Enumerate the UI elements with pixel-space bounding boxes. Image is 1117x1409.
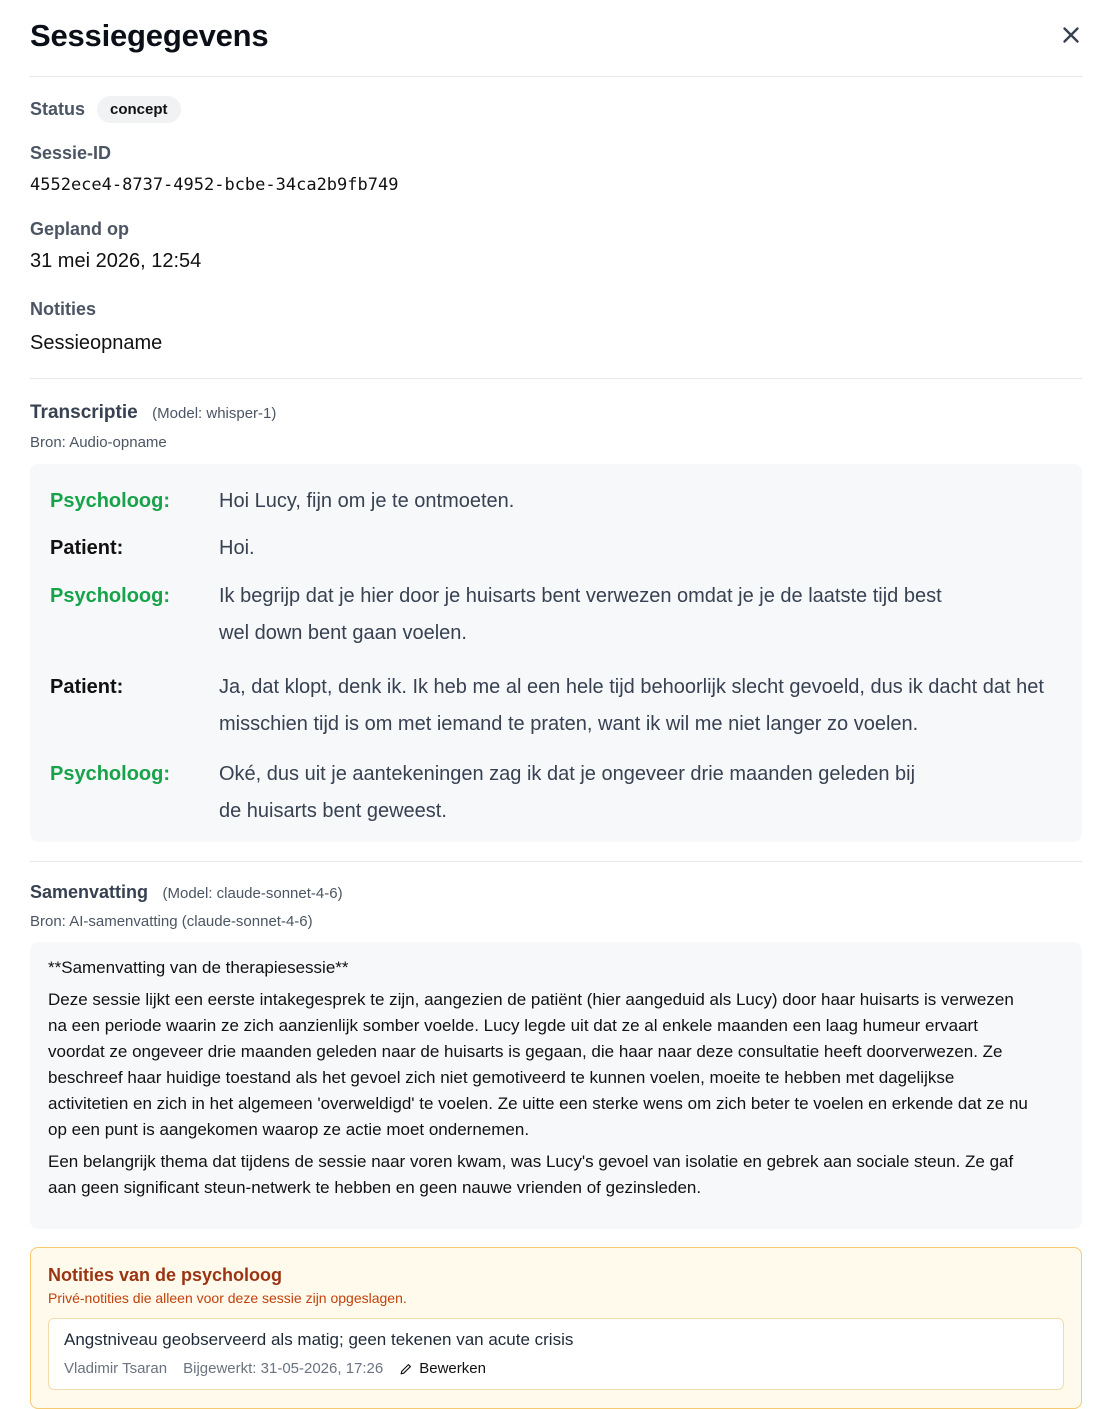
note-card [48, 1318, 1064, 1390]
close-button[interactable] [1058, 22, 1084, 48]
summary-heading: **Samenvatting van de therapiesessie** [48, 958, 349, 977]
edit-label: Bewerken [419, 1360, 486, 1377]
session-details-panel [30, 0, 1082, 1377]
summary-source: Bron: AI-samenvatting (claude-sonnet-4-6) [30, 913, 313, 930]
speaker-label: Psycholoog: [50, 763, 171, 785]
psychologist-notes-panel [30, 1247, 1082, 1409]
utterance-text: Hoi Lucy, fijn om je te ontmoeten. [219, 490, 515, 512]
status-badge: concept [97, 96, 181, 123]
utterance-text: Oké, dus uit je aantekeningen zag ik dat je ongeveer drie maanden geleden bij de huisarts bent geweest. [219, 763, 916, 822]
note-updated: Bijgewerkt: 31-05-2026, 17:26 [183, 1360, 384, 1377]
session-id-value: 4552ece4-8737-4952-bcbe-34ca2b9fb749 [30, 175, 399, 195]
planned-label: Gepland op [30, 219, 129, 239]
summary-content [48, 955, 1028, 1207]
note-author: Vladimir Tsaran [64, 1360, 168, 1377]
psychologist-notes-title: Notities van de psycholoog [48, 1265, 283, 1285]
edit-note-button[interactable] [399, 1360, 486, 1377]
speaker-label: Patient: [50, 676, 124, 698]
transcription-header [30, 402, 276, 424]
summary-title: Samenvatting [30, 882, 149, 902]
panel-header [30, 0, 1082, 77]
page-title: Sessiegegevens [30, 18, 269, 53]
speaker-label: Patient: [50, 537, 124, 559]
summary-paragraph: Deze sessie lijkt een eerste intakegesprek te zijn, aangezien de patiënt (hier aangeduid als Lucy) door haar huisarts is verwezen na een periode waarin ze zich aanzienlijk somber voelde. Lucy legde uit dat ze al enkele maanden een laag humeur ervaart voordat ze ongeveer drie maanden geleden naar de huisarts is gegaan, die haar naar deze consultatie heeft doorverwezen. Ze beschreef haar huidige toestand als het gevoel zich niet gemotiveerd te kunnen voelen, moeite te hebben met dagelijkse activitetien en zich in het algemeen 'overweldigd' te voelen. Ze uitte een sterke wens om zich beter te voelen en erkende dat ze nu op een punt is aangekomen waarop ze actie moet ondernemen. [48, 990, 1028, 1139]
utterance-text: Ik begrijp dat je hier door je huisarts bent verwezen omdat je je de laatste tijd best wel down bent gaan voelen. [219, 585, 942, 644]
close-icon [1058, 22, 1084, 48]
summary-header [30, 882, 343, 903]
divider [30, 378, 1082, 379]
status-row [30, 96, 181, 123]
planned-value: 31 mei 2026, 12:54 [30, 250, 202, 272]
speaker-label: Psycholoog: [50, 490, 171, 512]
transcription-model: (Model: whisper-1) [152, 405, 277, 422]
utterance-text: Ja, dat klopt, denk ik. Ik heb me al een hele tijd behoorlijk slecht gevoeld, dus ik dacht dat het misschien tijd is om met iemand te praten, want ik wil me niet langer zo voelen. [219, 676, 1044, 735]
notes-label: Notities [30, 299, 97, 319]
note-meta [64, 1360, 486, 1377]
transcription-source: Bron: Audio-opname [30, 434, 167, 451]
summary-paragraph: Een belangrijk thema dat tijdens de sessie naar voren kwam, was Lucy's gevoel van isolatie en gebrek aan sociale steun. Ze gaf aan geen significant steun-netwerk te hebben en geen nauwe vrienden of gezinsleden. [48, 1152, 1014, 1197]
pencil-icon [399, 1362, 413, 1376]
status-label: Status [30, 99, 86, 119]
speaker-label: Psycholoog: [50, 585, 171, 607]
note-text: Angstniveau geobserveerd als matig; geen tekenen van acute crisis [64, 1330, 574, 1349]
transcription-title: Transcriptie [30, 402, 138, 423]
summary-box [30, 942, 1082, 1229]
psychologist-notes-subtitle: Privé-notities die alleen voor deze sessie zijn opgeslagen. [48, 1290, 407, 1306]
summary-model: (Model: claude-sonnet-4-6) [162, 885, 343, 902]
divider [30, 861, 1082, 862]
utterance-text: Hoi. [219, 537, 255, 559]
session-id-label: Sessie-ID [30, 143, 112, 163]
transcript-box [30, 464, 1082, 842]
notes-value: Sessieopname [30, 332, 163, 354]
